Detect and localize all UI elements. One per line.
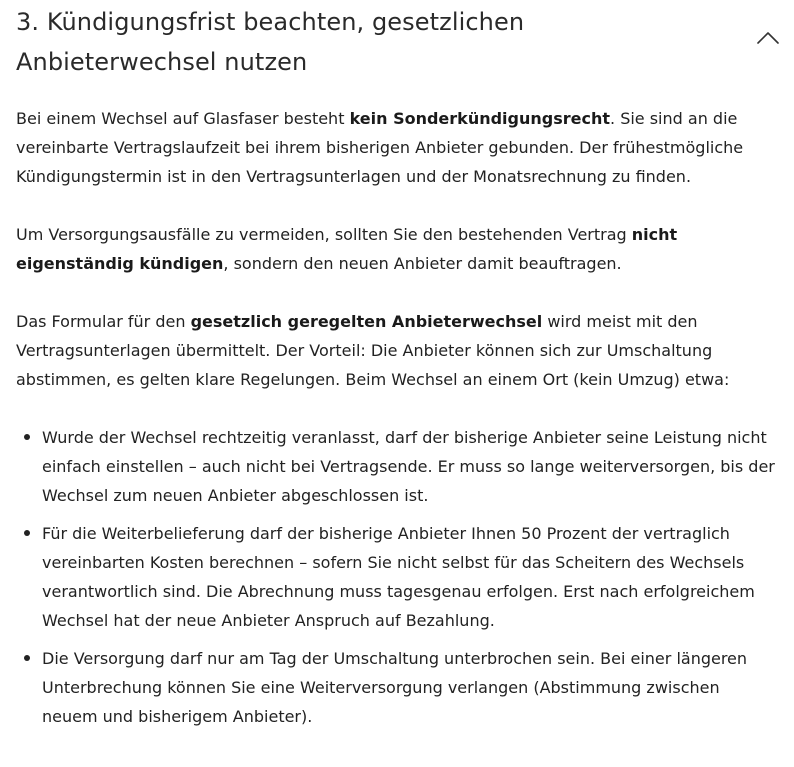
paragraph-text: , sondern den neuen Anbieter damit beauftragen. xyxy=(223,254,622,273)
paragraph-legal-switch xyxy=(16,307,778,394)
list-item-text: Für die Weiterbelieferung darf der bisherige Anbieter Ihnen 50 Prozent der vertraglich vereinbarten Kosten berechnen – sofern Sie nicht selbst für das Scheitern des Wechsels verantwortlich sind. Die Abrechnung muss tagesgenau erfolgen. Erst nach erfolgreichem Wechsel hat der neue Anbieter Anspruch auf Bezahlung. xyxy=(42,524,755,630)
accordion-header[interactable] xyxy=(16,0,778,104)
paragraph-emphasis: nicht eigenständig kündigen xyxy=(16,225,678,273)
paragraph-no-special-termination xyxy=(16,104,778,191)
list-item xyxy=(16,423,778,510)
paragraph-text: Das Formular für den xyxy=(16,312,191,331)
paragraph-emphasis: gesetzlich geregelten Anbieterwechsel xyxy=(190,312,543,331)
list-item-text: Die Versorgung darf nur am Tag der Umschaltung unterbrochen sein. Bei einer längeren Unterbrechung können Sie eine Weiterversorgung verlangen (Abstimmung zwischen neuem und bisherigem Anbieter). xyxy=(42,649,748,726)
accordion-title[interactable]: 3. Kündigungsfrist beachten, gesetzlichen Anbieterwechsel nutzen xyxy=(16,8,525,76)
paragraph-emphasis: kein Sonderkündigungsrecht xyxy=(349,109,611,128)
paragraph-text: Um Versorgungsausfälle zu vermeiden, sollten Sie den bestehenden Vertrag xyxy=(16,225,632,244)
paragraph-text: Bei einem Wechsel auf Glasfaser besteht xyxy=(16,109,350,128)
accordion-content xyxy=(16,104,778,731)
bullet-dot xyxy=(24,655,30,661)
bullet-dot xyxy=(24,530,30,536)
paragraph-do-not-cancel xyxy=(16,220,778,278)
paragraph-text: . Sie sind an die vereinbarte Vertragslaufzeit bei ihrem bisherigen Anbieter gebunden. Der frühestmögliche Kündigungstermin ist in den Vertragsunterlagen und der Monatsrechnung zu finden. xyxy=(16,109,744,186)
list-item-text: Wurde der Wechsel rechtzeitig veranlasst, darf der bisherige Anbieter seine Leistung nicht einfach einstellen – auch nicht bei Vertragsende. Er muss so lange weiterversorgen, bis der Wechsel zum neuen Anbieter abgeschlossen ist. xyxy=(42,428,775,505)
list-item xyxy=(16,519,778,635)
bullet-list xyxy=(16,423,778,731)
chevron-up-icon[interactable] xyxy=(755,25,781,51)
list-item xyxy=(16,644,778,731)
bullet-dot xyxy=(24,434,30,440)
paragraph-text: wird meist mit den Vertragsunterlagen übermittelt. Der Vorteil: Die Anbieter können sich zur Umschaltung abstimmen, es gelten klare Regelungen. Beim Wechsel an einem Ort (kein Umzug) etwa: xyxy=(16,312,730,389)
